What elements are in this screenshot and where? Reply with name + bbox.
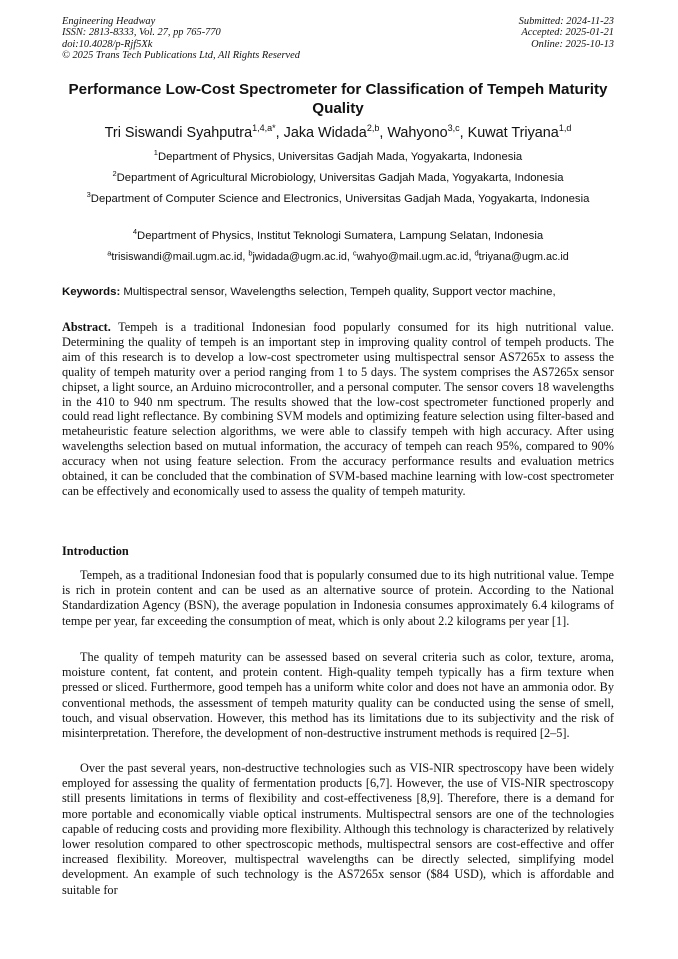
keywords-label: Keywords: [62, 286, 121, 298]
paragraph: Over the past several years, non-destructive technologies such as VIS-NIR spectroscopy have been widely employed for assessing the quality of fermentation products [6,7]. However, the use of VIS-NIR spectroscopy still presents limitations in terms of flexibility and cost-effectiveness [8,9]. Therefore, there is a demand for more portable and economically viable optical instruments. Multispectral sensors are one of the technologies capable of reducing costs and providing more flexibility. Although this technology is characterized by relatively lower resolution compared to other spectroscopic methods, multispectral sensors are cost-effective and offer increased flexibility. Moreover, multispectral wavelengths can be directly selected, simplifying model development. An example of such technology is the AS7265x sensor ($84 USD), which is affordable and suitable for [62, 761, 614, 897]
email[interactable]: $^a$trisiswandi@mail.ugm.ac.id [107, 248, 243, 263]
online-date: Online: 2025-10-13 [531, 38, 614, 50]
affiliation: $^1$Department of Physics, Universitas Gadjah Mada, Yogyakarta, Indonesia [153, 148, 523, 163]
affiliation: $^3$Department of Computer Science and Electronics, Universitas Gadjah Mada, Yogyakarta, Indonesia [86, 190, 590, 205]
submitted-date: Submitted: 2024-11-23 [518, 16, 614, 27]
email[interactable]: $^b$jwidada@ugm.ac.id [248, 248, 347, 263]
abstract [62, 320, 614, 499]
accepted-date: Accepted: 2025-01-21 [521, 27, 614, 39]
publication-dates [519, 16, 614, 50]
abstract-label: Abstract. [62, 320, 111, 334]
author-list [62, 124, 614, 142]
affiliation: $^4$Department of Physics, Institut Teknologi Sumatera, Lampung Selatan, Indonesia [132, 227, 544, 242]
journal-name: Engineering Headway [62, 16, 156, 27]
author: Tri Siswandi Syahputra$^{1,4,a*}$, [104, 123, 284, 141]
paper-title: Performance Low-Cost Spectrometer for Classification of Tempeh Maturity Quality [68, 81, 608, 117]
keywords-text: Multispectral sensor, Wavelengths selection, Tempeh quality, Support vector machine, [123, 286, 556, 298]
doi[interactable]: doi:10.4028/p-Rjf5Xk [62, 38, 153, 50]
section-heading-introduction: Introduction [62, 544, 129, 558]
author: Kuwat Triyana$^{1,d}$ [467, 123, 572, 141]
paragraph: The quality of tempeh maturity can be assessed based on several criteria such as color, texture, aroma, moisture content, fat content, and protein content. High-quality tempeh typically has a firm texture when pressed or sliced. Furthermore, good tempeh has a uniform white color and does not have an ammonia odor. By conventional methods, the assessment of tempeh maturity quality can be conducted using the sense of smell, touch, and visual observation. However, this method has its limitations due to its subjectivity and the risk of misinterpretation. Therefore, the development of non-destructive instrument methods is required [2–5]. [62, 650, 614, 741]
copyright: © 2025 Trans Tech Publications Ltd, All Rights Reserved [62, 50, 300, 62]
email-list: $^a$trisiswandi@mail.ugm.ac.id, $^b$jwidada@ugm.ac.id, $^c$wahyo@mail.ugm.ac.id, $^d$triyana@ugm.ac.id [107, 248, 569, 263]
paragraph: Tempeh, as a traditional Indonesian food that is popularly consumed due to its high nutritional value. Tempe is rich in protein content and can be used as an alternative source of protein. According to the National Standardization Agency (BSN), the average population in Indonesia consumes approximately 6.4 kilograms of tempe per year, far exceeding the consumption of meat, which is only about 2.2 kilograms per year [1]. [62, 568, 614, 628]
affiliation: $^2$Department of Agricultural Microbiology, Universitas Gadjah Mada, Yogyakarta, Indonesia [112, 169, 564, 184]
email[interactable]: $^c$wahyo@mail.ugm.ac.id [352, 248, 469, 263]
author: Jaka Widada$^{2,b}$, [283, 123, 388, 141]
journal-info [62, 16, 300, 62]
author: Wahyono$^{3,c}$, [387, 123, 468, 141]
email[interactable]: $^d$triyana@ugm.ac.id [474, 248, 569, 263]
keywords [62, 285, 622, 299]
issn: ISSN: 2813-8333, Vol. 27, pp 765-770 [62, 27, 221, 39]
abstract-text: Tempeh is a traditional Indonesian food popularly consumed for its high nutritional value. Determining the quality of tempeh is an important step in improving quality control of tempeh products. The aim of this research is to develop a low-cost spectrometer using multispectral sensor AS7265x to assess the quality of tempeh maturity over a period ranging from 1 to 5 days. The system comprises the AS7265x sensor chipset, a light source, an Arduino microcontroller, and a personal computer. The sensor covers 18 wavelengths in the 410 to 940 nm spectrum. The results showed that the low-cost spectrometer functioned properly and could read light reflectance. By combining SVM models and optimizing feature selection using filter-based and metaheuristic feature selection algorithms, we were able to classify tempeh with high accuracy. After using wavelengths selection based on mutual information, the accuracy of tempeh can reach 95%, compared to 90% accuracy when not using feature selection. From the accuracy performance results and evaluation metrics obtained, it can be concluded that the combination of SVM-based machine learning with low-cost spectrometer can be effectively and economically used to assess the quality of tempeh maturity. [62, 320, 614, 498]
